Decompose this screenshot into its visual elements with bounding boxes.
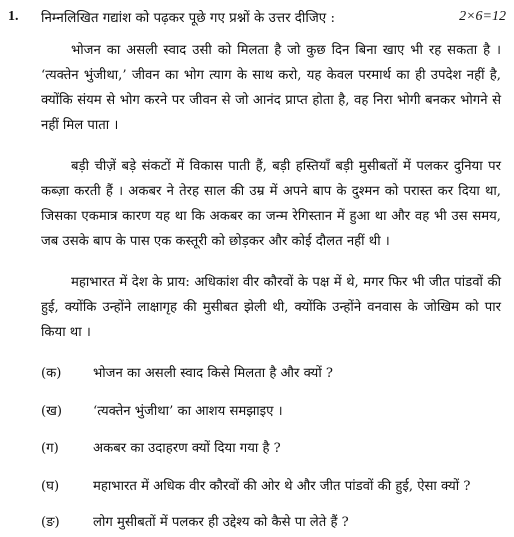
- subquestion-label: (क): [41, 366, 62, 381]
- subquestion-nga: [41, 511, 501, 531]
- passage-text: भोजन का असली स्वाद उसी को मिलता है जो कुछ दिन बिना खाए भी रह सकता है । ‘त्यक्तेन भुंजीथा,’ जीवन का भोग त्याग के साथ करो, यह केवल परमार्थ का ही उपदेश नहीं है, क्योंकि संयम से भोग करने पर जीवन से जो आनंद प्राप्त होता है, वह निरा भोगी बनकर भोगने से नहीं मिल पाता ।: [41, 43, 501, 133]
- subquestion-text: अकबर का उदाहरण क्यों दिया गया है ?: [93, 441, 281, 456]
- passage-paragraph-3: [41, 270, 501, 345]
- subquestion-label: (ख): [41, 404, 63, 419]
- subquestion-gha: [41, 475, 501, 495]
- subquestion-text: भोजन का असली स्वाद किसे मिलता है और क्यों ?: [93, 366, 333, 381]
- question-number: 1.: [8, 9, 19, 24]
- passage-paragraph-1: [41, 38, 501, 138]
- subquestion-label: (घ): [41, 479, 60, 494]
- question-marks: 2×6=12: [459, 9, 506, 24]
- subquestion-text: ‘त्यक्तेन भुंजीथा’ का आशय समझाइए ।: [93, 404, 283, 419]
- subquestion-label: (ङ): [41, 515, 60, 530]
- subquestion-ka: [41, 362, 501, 382]
- subquestion-text: लोग मुसीबतों में पलकर ही उद्देश्य को कैसे पा लेते हैं ?: [93, 515, 349, 530]
- passage-paragraph-2: [41, 154, 501, 254]
- passage-text: महाभारत में देश के प्राय: अधिकांश वीर कौरवों के पक्ष में थे, मगर फिर भी जीत पांडवों की हुई, क्योंकि उन्होंने लाक्षागृह की मुसीबत झेली थी, क्योंकि उन्होंने वनवास के जोखिम को पार किया था ।: [41, 275, 501, 340]
- subquestion-label: (ग): [41, 441, 59, 456]
- subquestion-text: महाभारत में अधिक वीर कौरवों की ओर थे और जीत पांडवों की हुई, ऐसा क्यों ?: [93, 479, 471, 494]
- question-heading: निम्नलिखित गद्यांश को पढ़कर पूछे गए प्रश्नों के उत्तर दीजिए :: [41, 11, 335, 26]
- subquestion-ga: [41, 437, 501, 457]
- subquestion-kha: [41, 400, 501, 420]
- passage-text: बड़ी चीज़ें बड़े संकटों में विकास पाती हैं, बड़ी हस्तियाँ बड़ी मुसीबतों में पलकर दुनिया पर कब्ज़ा करती हैं । अकबर ने तेरह साल की उम्र में अपने बाप के दुश्मन को परास्त कर दिया था, जिसका एकमात्र कारण यह था कि अकबर का जन्म रेगिस्तान में हुआ था और वह भी उस समय, जब उसके बाप के पास एक कस्तूरी को छोड़कर और कोई दौलत नहीं थी ।: [41, 159, 501, 249]
